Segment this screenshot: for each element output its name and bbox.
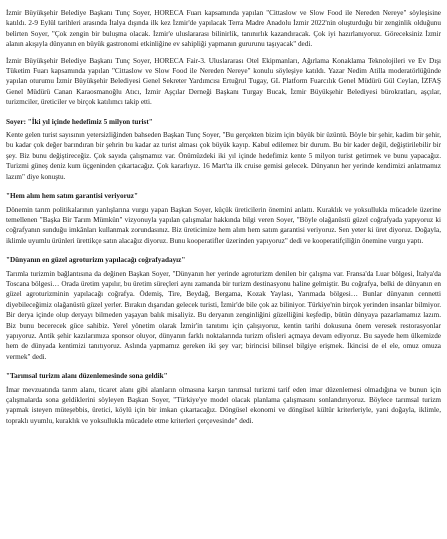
section-paragraph: Tarımla turizmin bağlantısına da değinen Başkan Soyer, "Dünyanın her yerinde agroturizm denilen bir çalışma var. Fransa'da Luar bölgesi, İtalya'da Toscana bölgesi… Orada üretim yapılır, bu üretim süreçleri aynı zamanda bir turizm destinasyonu haline gelmiştir. Bu coğrafya, belki de dünyanın en güzel agroturizminin yapılacağı coğrafya. Ödemiş, Tire, Beydağ, Bergama, Kozak Yaylası, Yarımada bölgesi… Bunlar dünyanın cennetti diyebileceğimiz olağanüstü güzel yerler. Bırakın dışarıdan gelecek turisti, İzmir'de bile çok az biliniyor. Türkiye'nin birçok yerinden insanlar bilmiyor. Bir derya içinde olup deryayı bilmeden yaşayan balık misaliyiz. Bu deryanın zenginliğini güzelliğini keşfedip, bütün dünyaya pazarlamamız lazım. Biz bunu becerecek güce sahibiz. Yerel yönetim olarak İzmir'in tanıtımı için çalışıyoruz, kentin tarihi dokusuna önem veresek restorasyonlar yapıyoruz. Antik şehir kazılarımıza sponsor oluyor, dünyanın farklı noktalarında turizm ofisleri açmaya devam ediyoruz. Bu sayede hem ülkemizde hem de dünyada kentimizi tanıtıyoruz. Aslında yapmamız gereken iki şey var; birincisi bilinsel bilgiye erişmek. İkincisi de el ele, omuz omuza vermek" dedi.	[6, 269, 441, 361]
section-heading: "Hem alım hem satım garantisi veriyoruz"	[6, 192, 138, 201]
section-heading: "Dünyanın en güzel agroturizm yapılacağı coğrafyadayız"	[6, 256, 186, 265]
section-paragraph: İmar mevzuatında tarım alanı, ticaret alanı gibi alanların olmasına karşın tarımsal turizmi tarif eden imar düzenlemesi olmadığına ve bunun için çalışmalarda sona geldiklerini söyleyen Başkan Soyer, "Türkiye'ye model olacak planlama çalışmasını sonlandırıyoruz. Böylece tarımsal turizm yapmak isteyen müteşebbis, üretici, köylü için bir imkan çıkartacağız. Döngüsel ekonomi ve döngüsel kültür kriterleriyle, yani doğayla, iklimle, topraklı uyumlu, kuraklık ve yoksullukla mücadele etme kriterleri çerçevesinde" dedi.	[6, 385, 441, 425]
section-paragraph: Kente gelen turist sayısının yetersizliğinden bahseden Başkan Tunç Soyer, "Bu gerçekten bizim için büyük bir üzüntü. Böyle bir şehir, kadim bir şehir, bu kadar çok değer barındıran bir şehrin bu kadar az turist alması çok büyük kayıp. Kabul edilemez bir durum. Bu bir kader değil, değiştirilebilir bir şey. Biz bunu değiştireceğiz. Çok sayıda çalışmamız var. Önümüzdeki iki yıl içinde hedefimiz kente 5 milyon turist getirmek ve bunu yapacağız. Turizmi güneş deniz kum üçgeninden çıkartacağız. Çok kararlıyız. 16 Mart'ta ilk cruise gemisi gelecek. Dünyanın her yerinde kendimizi anlatmamız lazım" diye konuştu.	[6, 131, 441, 181]
body-paragraph: İzmir Büyükşehir Belediye Başkanı Tunç Soyer, HORECA Fair-3. Uluslararası Otel Ekipmanları, Ağırlama Konaklama Teknolojileri ve Ev Dışı Tüketim Fuarı kapsamında yapılan "Cittaslow ve Slow Food ile Nereden Nereye" konulu söyleşiye katıldı. Yazar Nedim Atilla moderatörlüğünde yapılan oturumu İzmir Büyükşehir Belediyesi Genel Sekreter Yardımcısı Ertuğrul Tugay, GL Platform Fuarcılık Genel Müdürü Gül Ceylan, İZFAŞ Genel Müdürü Canan Karaosmanoğlu Atıcı, İzmir Aşçılar Derneği Başkanı Turgay Bucak, İzmir Büyükşehir Belediyesi bürokratları, aşçılar, turizmciler, üreticiler ve birçok katılımcı takip etti.	[6, 56, 441, 107]
section-heading: Soyer: "İki yıl içinde hedefimiz 5 milyon turist"	[6, 117, 153, 126]
intro-paragraph: İzmir Büyükşehir Belediye Başkanı Tunç Soyer, HORECA Fuarı kapsamında yapılan "Cittaslow ve Slow Food ile Nereden Nereye" söyleşisine katıldı. 2-9 Eylül tarihleri arasında İtalya dışında ilk kez İzmir'de yapılacak Terra Madre Anadolu İzmir 2022'nin oluşturduğu bir zenginlik olduğunu belirten Soyer, "Çok zengin bir buluşma olacak. İzmir'e uluslararası bilinirlik, tanınırlık kazandıracak. Çok iyi hazırlanıyoruz. Göreceksiniz İzmir alanın akışıyla dünyanın en büyük gastronomi etkinliğine ev sahipliği yapmanın gururunu taşıyacak" dedi.	[6, 9, 441, 49]
section-heading: "Tarımsal turizm alanı düzenlemesinde sona geldik"	[6, 372, 168, 381]
section-paragraph: Dönemin tarım politikalarının yanlışlarına vurgu yapan Başkan Soyer, küçük üreticilerin önemini anlattı. Kuraklık ve yoksullukla mücadele üzerine temellenen "Başka Bir Tarım Mümkün" vizyonuyla yapılan çalışmalar hakkında bilgi veren Soyer, "Böyle olağanüstü güzel coğrafyada yapıyoruz ki coğrafyanın sunduğu imkânları kullanmak zorundasınız. Biz üreticimize hem alım hem satım garantisi veriyoruz. Sen yeter ki üret diyoruz. Doğayla, iklimle uyumlu ürünleri ürettikçe satın alacağız diyoruz. Bunu kooperatifler üzerinden yapıyoruz" dedi ve kooperatifçiliğin önemine vurgu yaptı.	[6, 205, 441, 245]
